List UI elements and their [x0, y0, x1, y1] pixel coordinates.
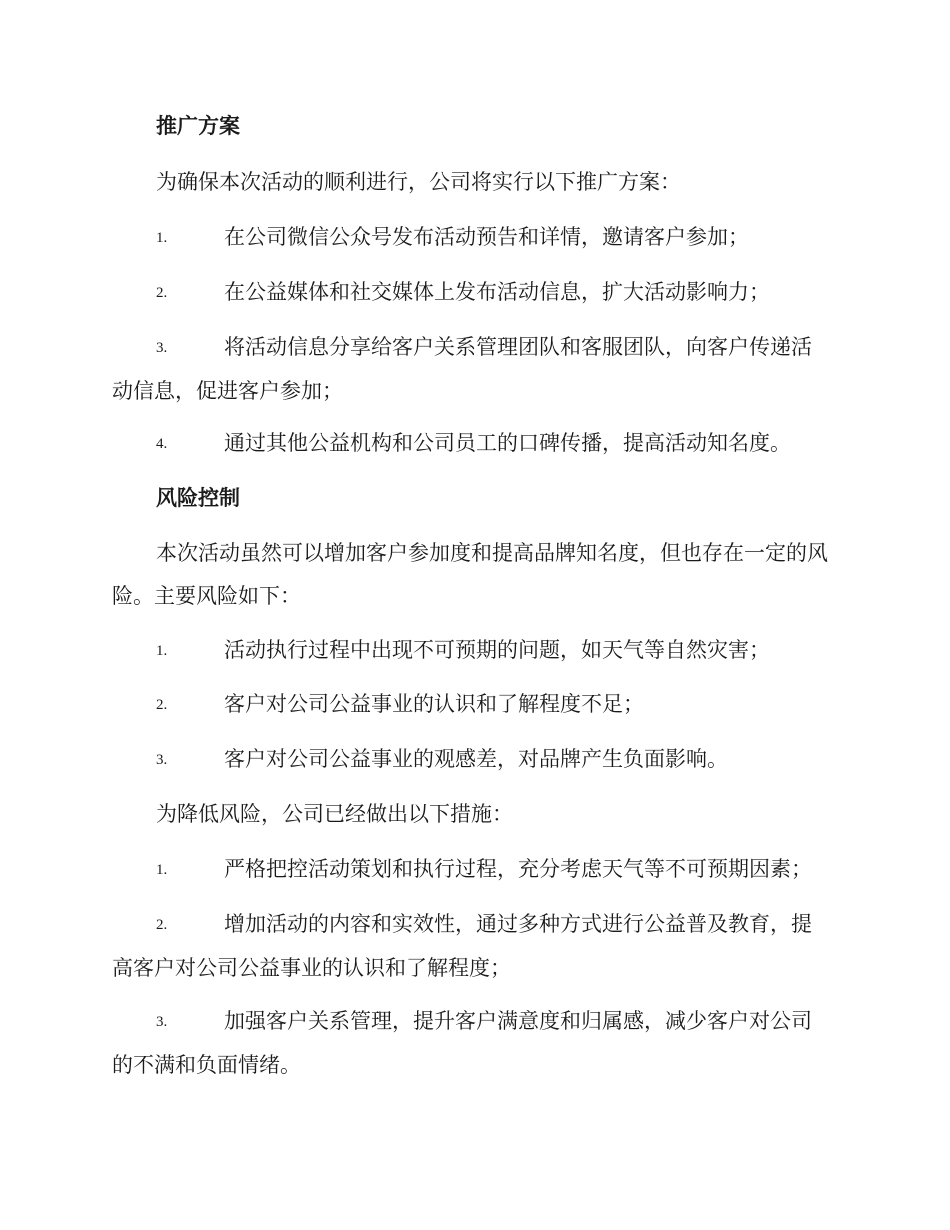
- promotion-item-4: [112, 433, 832, 454]
- list-text: 通过其他公益机构和公司员工的口碑传播，提高活动知名度。: [224, 431, 791, 455]
- measure-item-1: [112, 859, 832, 880]
- risk-item-1: [112, 640, 832, 661]
- risk-intro: 本次活动虽然可以增加客户参加度和提高品牌知名度，但也存在一定的风险。主要风险如下：: [112, 541, 828, 608]
- promotion-item-1: [112, 227, 832, 248]
- list-text: 增加活动的内容和实效性，通过多种方式进行公益普及教育，提高客户对公司公益事业的认识和了解程度；: [112, 912, 812, 980]
- list-number: 1.: [156, 643, 168, 659]
- list-text: 在公司微信公众号发布活动预告和详情，邀请客户参加；: [224, 225, 749, 249]
- list-text: 严格把控活动策划和执行过程，充分考虑天气等不可预期因素；: [224, 857, 812, 881]
- measures-intro: 为降低风险，公司已经做出以下措施：: [156, 802, 513, 826]
- list-number: 2.: [156, 917, 168, 933]
- promotion-item-3: [112, 326, 832, 413]
- list-number: 3.: [156, 752, 168, 768]
- list-number: 3.: [156, 340, 168, 356]
- list-number: 2.: [156, 285, 168, 301]
- promotion-item-2: [112, 282, 832, 303]
- list-text: 加强客户关系管理，提升客户满意度和归属感，减少客户对公司的不满和负面情绪。: [112, 1009, 812, 1077]
- list-text: 将活动信息分享给客户关系管理团队和客服团队，向客户传递活动信息，促进客户参加；: [112, 335, 812, 403]
- measure-item-3: [112, 1000, 832, 1087]
- list-number: 2.: [156, 697, 168, 713]
- list-text: 客户对公司公益事业的认识和了解程度不足；: [224, 692, 644, 716]
- list-number: 1.: [156, 862, 168, 878]
- measure-item-2: [112, 903, 832, 990]
- list-number: 1.: [156, 230, 168, 246]
- list-number: 3.: [156, 1014, 168, 1030]
- list-number: 4.: [156, 436, 168, 452]
- promotion-intro: 为确保本次活动的顺利进行，公司将实行以下推广方案：: [156, 170, 681, 194]
- risk-item-2: [112, 694, 832, 715]
- heading-promotion: 推广方案: [156, 114, 240, 138]
- heading-risk: 风险控制: [156, 486, 240, 510]
- list-text: 在公益媒体和社交媒体上发布活动信息，扩大活动影响力；: [224, 280, 770, 304]
- risk-item-3: [112, 749, 832, 770]
- list-text: 客户对公司公益事业的观感差，对品牌产生负面影响。: [224, 747, 728, 771]
- list-text: 活动执行过程中出现不可预期的问题，如天气等自然灾害；: [224, 638, 770, 662]
